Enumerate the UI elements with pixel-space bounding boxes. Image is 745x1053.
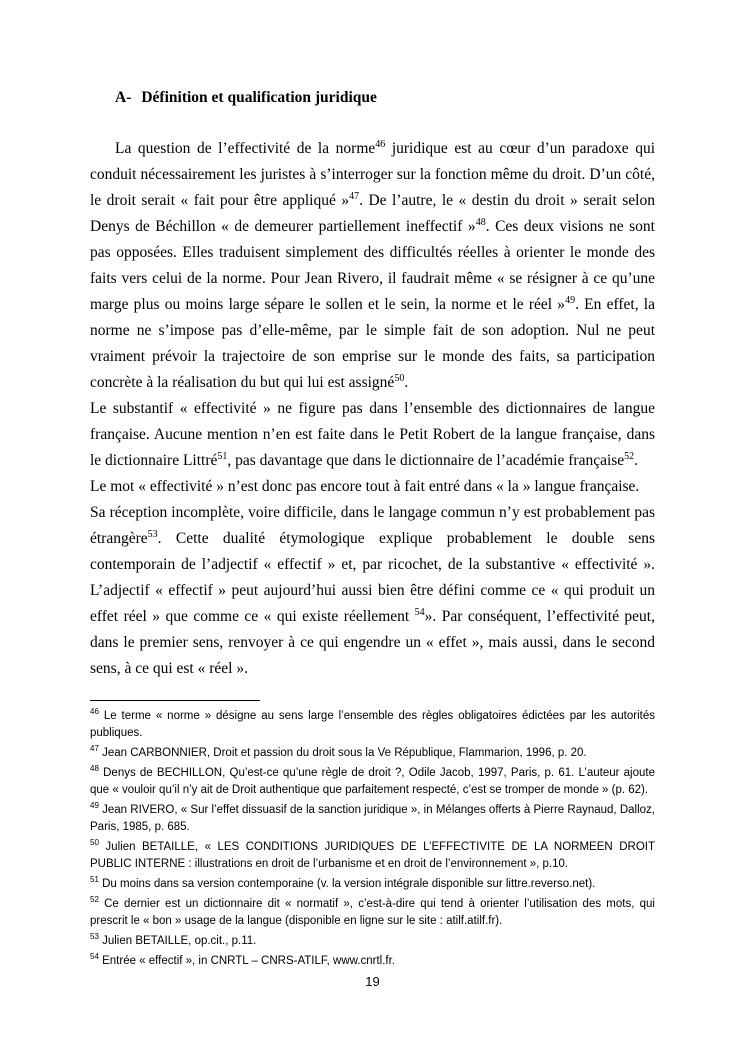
- footnote: $^{48}$ Denys de BECHILLON, Qu’est-ce qu’une règle de droit ?, Odile Jacob, 1997, Paris, p. 61. L’auteur ajoute que « vouloir qu’il n’y ait de Droit authentique que parfaitement respecté, c’est se tromper de monde » (p. 62).: [90, 764, 655, 796]
- section-label: A-: [115, 89, 132, 106]
- footnote-reference: 48: [475, 216, 486, 228]
- footnote-number: 47: [90, 744, 99, 754]
- paragraph: Sa réception incomplète, voire difficile, dans le langage commun n’y est probablement pas étrangère$^{53}$. Cette dualité étymologique explique probablement le double sens contemporain de l’adjectif « effectif » et, par ricochet, de la substantive « effectivité ». L’adjectif « effectif » peut aujourd’hui aussi bien être défini comme ce « qui produit un effet réel » que comme ce « qui existe réellement $^{54}$». Par conséquent, l’effectivité peut, dans le premier sens, renvoyer à ce qui engendre un « effet », mais aussi, dans le second sens, à ce qui est « réel ».: [90, 504, 655, 677]
- footnote-reference: 50: [394, 372, 405, 384]
- footnote-number: 54: [90, 952, 99, 962]
- footnote-reference: 46: [375, 138, 386, 150]
- footnotes: [90, 708, 655, 973]
- footnote-number: 48: [90, 764, 99, 774]
- document-page: [90, 0, 655, 1053]
- footnote-number: 52: [90, 895, 99, 905]
- footnote-reference: 51: [217, 450, 228, 462]
- footnote-number: 53: [90, 932, 99, 942]
- footnote-number: 49: [90, 801, 99, 811]
- footnote: $^{46}$ Le terme « norme » désigne au sens large l’ensemble des règles obligatoires édictées par les autorités publiques.: [90, 707, 655, 739]
- footnote-number: 51: [90, 875, 99, 885]
- section-title: Définition et qualification juridique: [141, 89, 377, 106]
- footnote: $^{51}$ Du moins dans sa version contemporaine (v. la version intégrale disponible sur littre.reverso.net).: [90, 875, 596, 890]
- footnote-number: 50: [90, 838, 99, 848]
- footnote: $^{53}$ Julien BETAILLE, op.cit., p.11.: [90, 932, 257, 947]
- page-number: 19: [365, 974, 380, 989]
- footnote-reference: 49: [565, 294, 576, 306]
- footnote-separator: [90, 700, 260, 701]
- footnote-reference: 54: [414, 606, 425, 618]
- footnote-number: 46: [90, 707, 99, 717]
- paragraph: Le mot « effectivité » n’est donc pas encore tout à fait entré dans « la » langue française.: [90, 478, 640, 495]
- footnote: $^{47}$ Jean CARBONNIER, Droit et passion du droit sous la Ve République, Flammarion, 1996, p. 20.: [90, 744, 587, 759]
- footnote-reference: 53: [147, 528, 158, 540]
- body-paragraphs: [90, 136, 655, 682]
- footnote-reference: 52: [624, 450, 635, 462]
- section-heading: [90, 89, 655, 107]
- footnote-reference: 47: [349, 190, 360, 202]
- paragraph: La question de l’effectivité de la norme$^{46}$ juridique est au cœur d’un paradoxe qui conduit nécessairement les juristes à s’interroger sur la fonction même du droit. D’un côté, le droit serait « fait pour être appliqué »$^{47}$. De l’autre, le « destin du droit » serait selon Denys de Béchillon « de demeurer partiellement ineffectif »$^{48}$. Ces deux visions ne sont pas opposées. Elles traduisent simplement des difficultés réelles à orienter le monde des faits vers celui de la norme. Pour Jean Rivero, il faudrait même « se résigner à ce qu’une marge plus ou moins large sépare le sollen et le sein, la norme et le réel »$^{49}$. En effet, la norme ne s’impose pas d’elle-même, par le simple fait de son adoption. Nul ne peut vraiment prévoir la trajectoire de son emprise sur le monde des faits, sa participation concrète à la réalisation du but qui lui est assigné$^{50}$.: [90, 138, 656, 391]
- footnote: $^{50}$ Julien BETAILLE, « LES CONDITIONS JURIDIQUES DE L’EFFECTIVITE DE LA NORMEEN DROIT PUBLIC INTERNE : illustrations en droit de l’urbanisme et en droit de l’environnement », p.10.: [90, 838, 655, 870]
- footnote: $^{49}$ Jean RIVERO, « Sur l’effet dissuasif de la sanction juridique », in Mélanges offerts à Pierre Raynaud, Dalloz, Paris, 1985, p. 685.: [90, 801, 655, 833]
- paragraph: Le substantif « effectivité » ne figure pas dans l’ensemble des dictionnaires de langue française. Aucune mention n’en est faite dans le Petit Robert de la langue française, dans le dictionnaire Littré$^{51}$, pas davantage que dans le dictionnaire de l’académie française$^{52}$.: [90, 400, 655, 469]
- footnote: $^{52}$ Ce dernier est un dictionnaire dit « normatif », c’est-à-dire qui tend à orienter l’utilisation des mots, qui prescrit le « bon » usage de la langue (disponible en ligne sur le site : atilf.atilf.fr).: [90, 895, 655, 927]
- footnote: $^{54}$ Entrée « effectif », in CNRTL – CNRS-ATILF, www.cnrtl.fr.: [90, 952, 396, 967]
